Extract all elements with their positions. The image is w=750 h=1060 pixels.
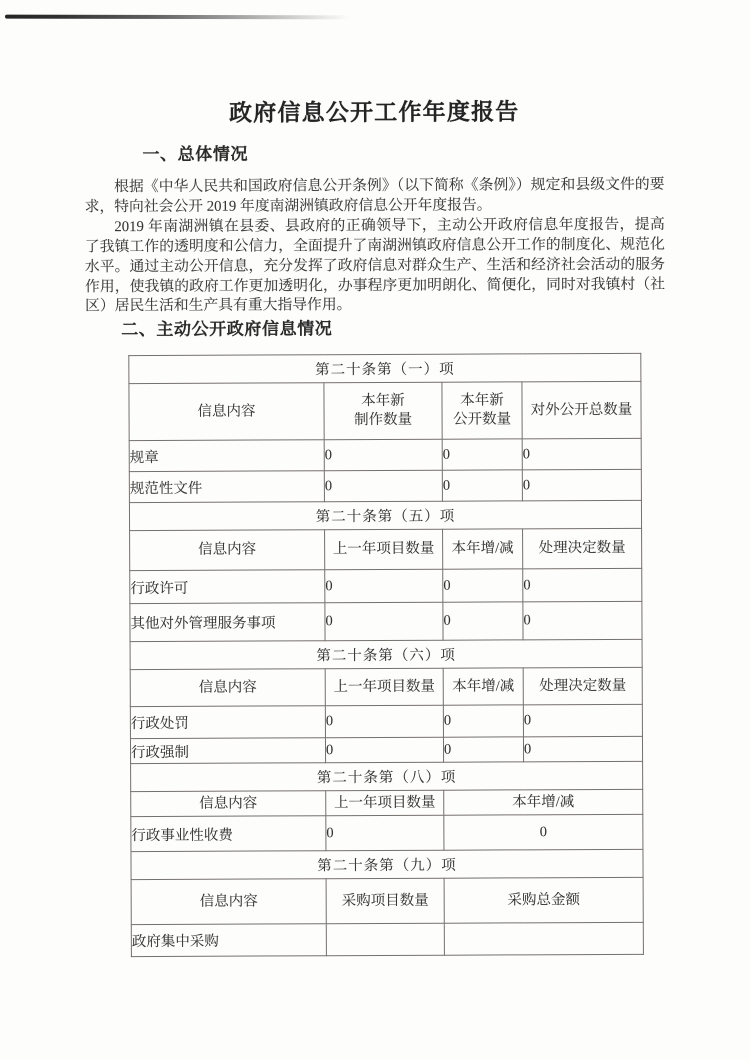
cell-value: 0	[326, 816, 444, 852]
cell-value: 0	[442, 470, 522, 501]
table-header-row	[130, 668, 642, 707]
cell-value: 0	[522, 470, 641, 502]
cell-value: 0	[444, 815, 643, 851]
table-section-title-row	[130, 640, 642, 670]
column-header: 本年新 公开数量	[442, 382, 522, 439]
table-row	[129, 470, 641, 503]
column-header: 信息内容	[131, 791, 326, 817]
column-header: 信息内容	[130, 530, 325, 571]
cell-value: 0	[522, 439, 641, 471]
column-header: 信息内容	[129, 383, 324, 441]
cell-value: 0	[523, 737, 642, 763]
section-2-heading: 二、主动公开政府信息情况	[121, 319, 333, 340]
row-label: 规章	[129, 440, 324, 472]
column-header: 采购项目数量	[326, 879, 444, 925]
disclosure-statistics-table	[128, 353, 644, 957]
column-header: 处理决定数量	[523, 668, 642, 706]
table-section-title-row	[131, 762, 643, 792]
cell-value: 0	[325, 570, 443, 604]
cell-value: 0	[523, 602, 642, 641]
column-header: 信息内容	[131, 879, 326, 925]
row-label: 规范性文件	[129, 471, 324, 503]
column-header: 处理决定数量	[523, 529, 642, 570]
table-row	[130, 602, 642, 642]
column-header: 本年增/减	[444, 790, 643, 816]
table-row	[129, 439, 641, 472]
row-label: 行政强制	[130, 738, 325, 764]
column-header: 上一年项目数量	[325, 669, 443, 707]
column-header: 本年增/减	[443, 668, 523, 705]
table-section-title-row	[129, 354, 641, 384]
column-header: 上一年项目数量	[325, 530, 443, 571]
column-header: 采购总金额	[444, 878, 643, 924]
cell-value: 0	[325, 706, 443, 739]
table-row	[130, 569, 642, 604]
table-row	[130, 705, 642, 739]
disclosure-table-body	[129, 354, 644, 957]
row-label: 政府集中采购	[131, 924, 326, 957]
cell-value	[444, 923, 643, 956]
row-label: 行政处罚	[130, 706, 325, 739]
page-title: 政府信息公开工作年度报告	[228, 99, 520, 126]
table-row	[131, 815, 643, 852]
cell-value: 0	[443, 602, 523, 640]
cell-value: 0	[324, 440, 442, 472]
table-header-row	[129, 382, 641, 441]
table-section-title-row	[129, 501, 641, 531]
table-section-title-row	[131, 850, 643, 880]
cell-value: 0	[325, 603, 443, 642]
table-header-row	[130, 529, 642, 571]
table-section-title: 第二十条第（六）项	[130, 640, 642, 670]
section-1-paragraph-2: 2019 年南湖洲镇在县委、县政府的正确领导下，主动公开政府信息年度报告，提高了我镇工作的透明度和公信力，全面提升了南湖洲镇政府信息公开工作的制度化、规范化水平。通过主动公开信息，充分发挥了政府信息对群众生产、生活和经济社会活动的服务作用，使我镇的政府工作更加透明化，办事程序更加明朗化、简便化，同时对我镇村（社区）居民生活和生产具有重大指导作用。	[84, 216, 666, 315]
cell-value	[326, 924, 444, 957]
table-header-row	[131, 790, 643, 817]
column-header: 上一年项目数量	[326, 791, 444, 817]
column-header: 对外公开总数量	[522, 382, 641, 440]
cell-value: 0	[442, 439, 522, 470]
table-header-row	[131, 878, 643, 925]
row-label: 行政许可	[130, 570, 325, 604]
row-label: 其他对外管理服务事项	[130, 603, 325, 642]
cell-value: 0	[523, 569, 642, 603]
table-row	[130, 737, 642, 764]
cell-value: 0	[443, 737, 523, 762]
section-1-paragraph-1: 根据《中华人民共和国政府信息公开条例》（以下简称《条例》）规定和县级文件的要求，特向社会公开 2019 年度南湖洲镇政府信息公开年度报告。	[84, 176, 665, 216]
section-1-heading: 一、总体情况	[142, 144, 249, 165]
column-header: 信息内容	[130, 669, 325, 707]
table-row	[131, 923, 643, 957]
cell-value: 0	[523, 705, 642, 738]
row-label: 行政事业性收费	[131, 816, 326, 852]
table-section-title: 第二十条第（一）项	[129, 354, 641, 384]
column-header: 本年新 制作数量	[324, 383, 442, 441]
table-section-title: 第二十条第（九）项	[131, 850, 643, 880]
cell-value: 0	[443, 705, 523, 737]
cell-value: 0	[443, 569, 523, 602]
column-header: 本年增/减	[443, 529, 523, 569]
table-section-title: 第二十条第（八）项	[131, 762, 643, 792]
table-section-title: 第二十条第（五）项	[129, 501, 641, 531]
cell-value: 0	[324, 471, 442, 503]
cell-value: 0	[325, 738, 443, 764]
